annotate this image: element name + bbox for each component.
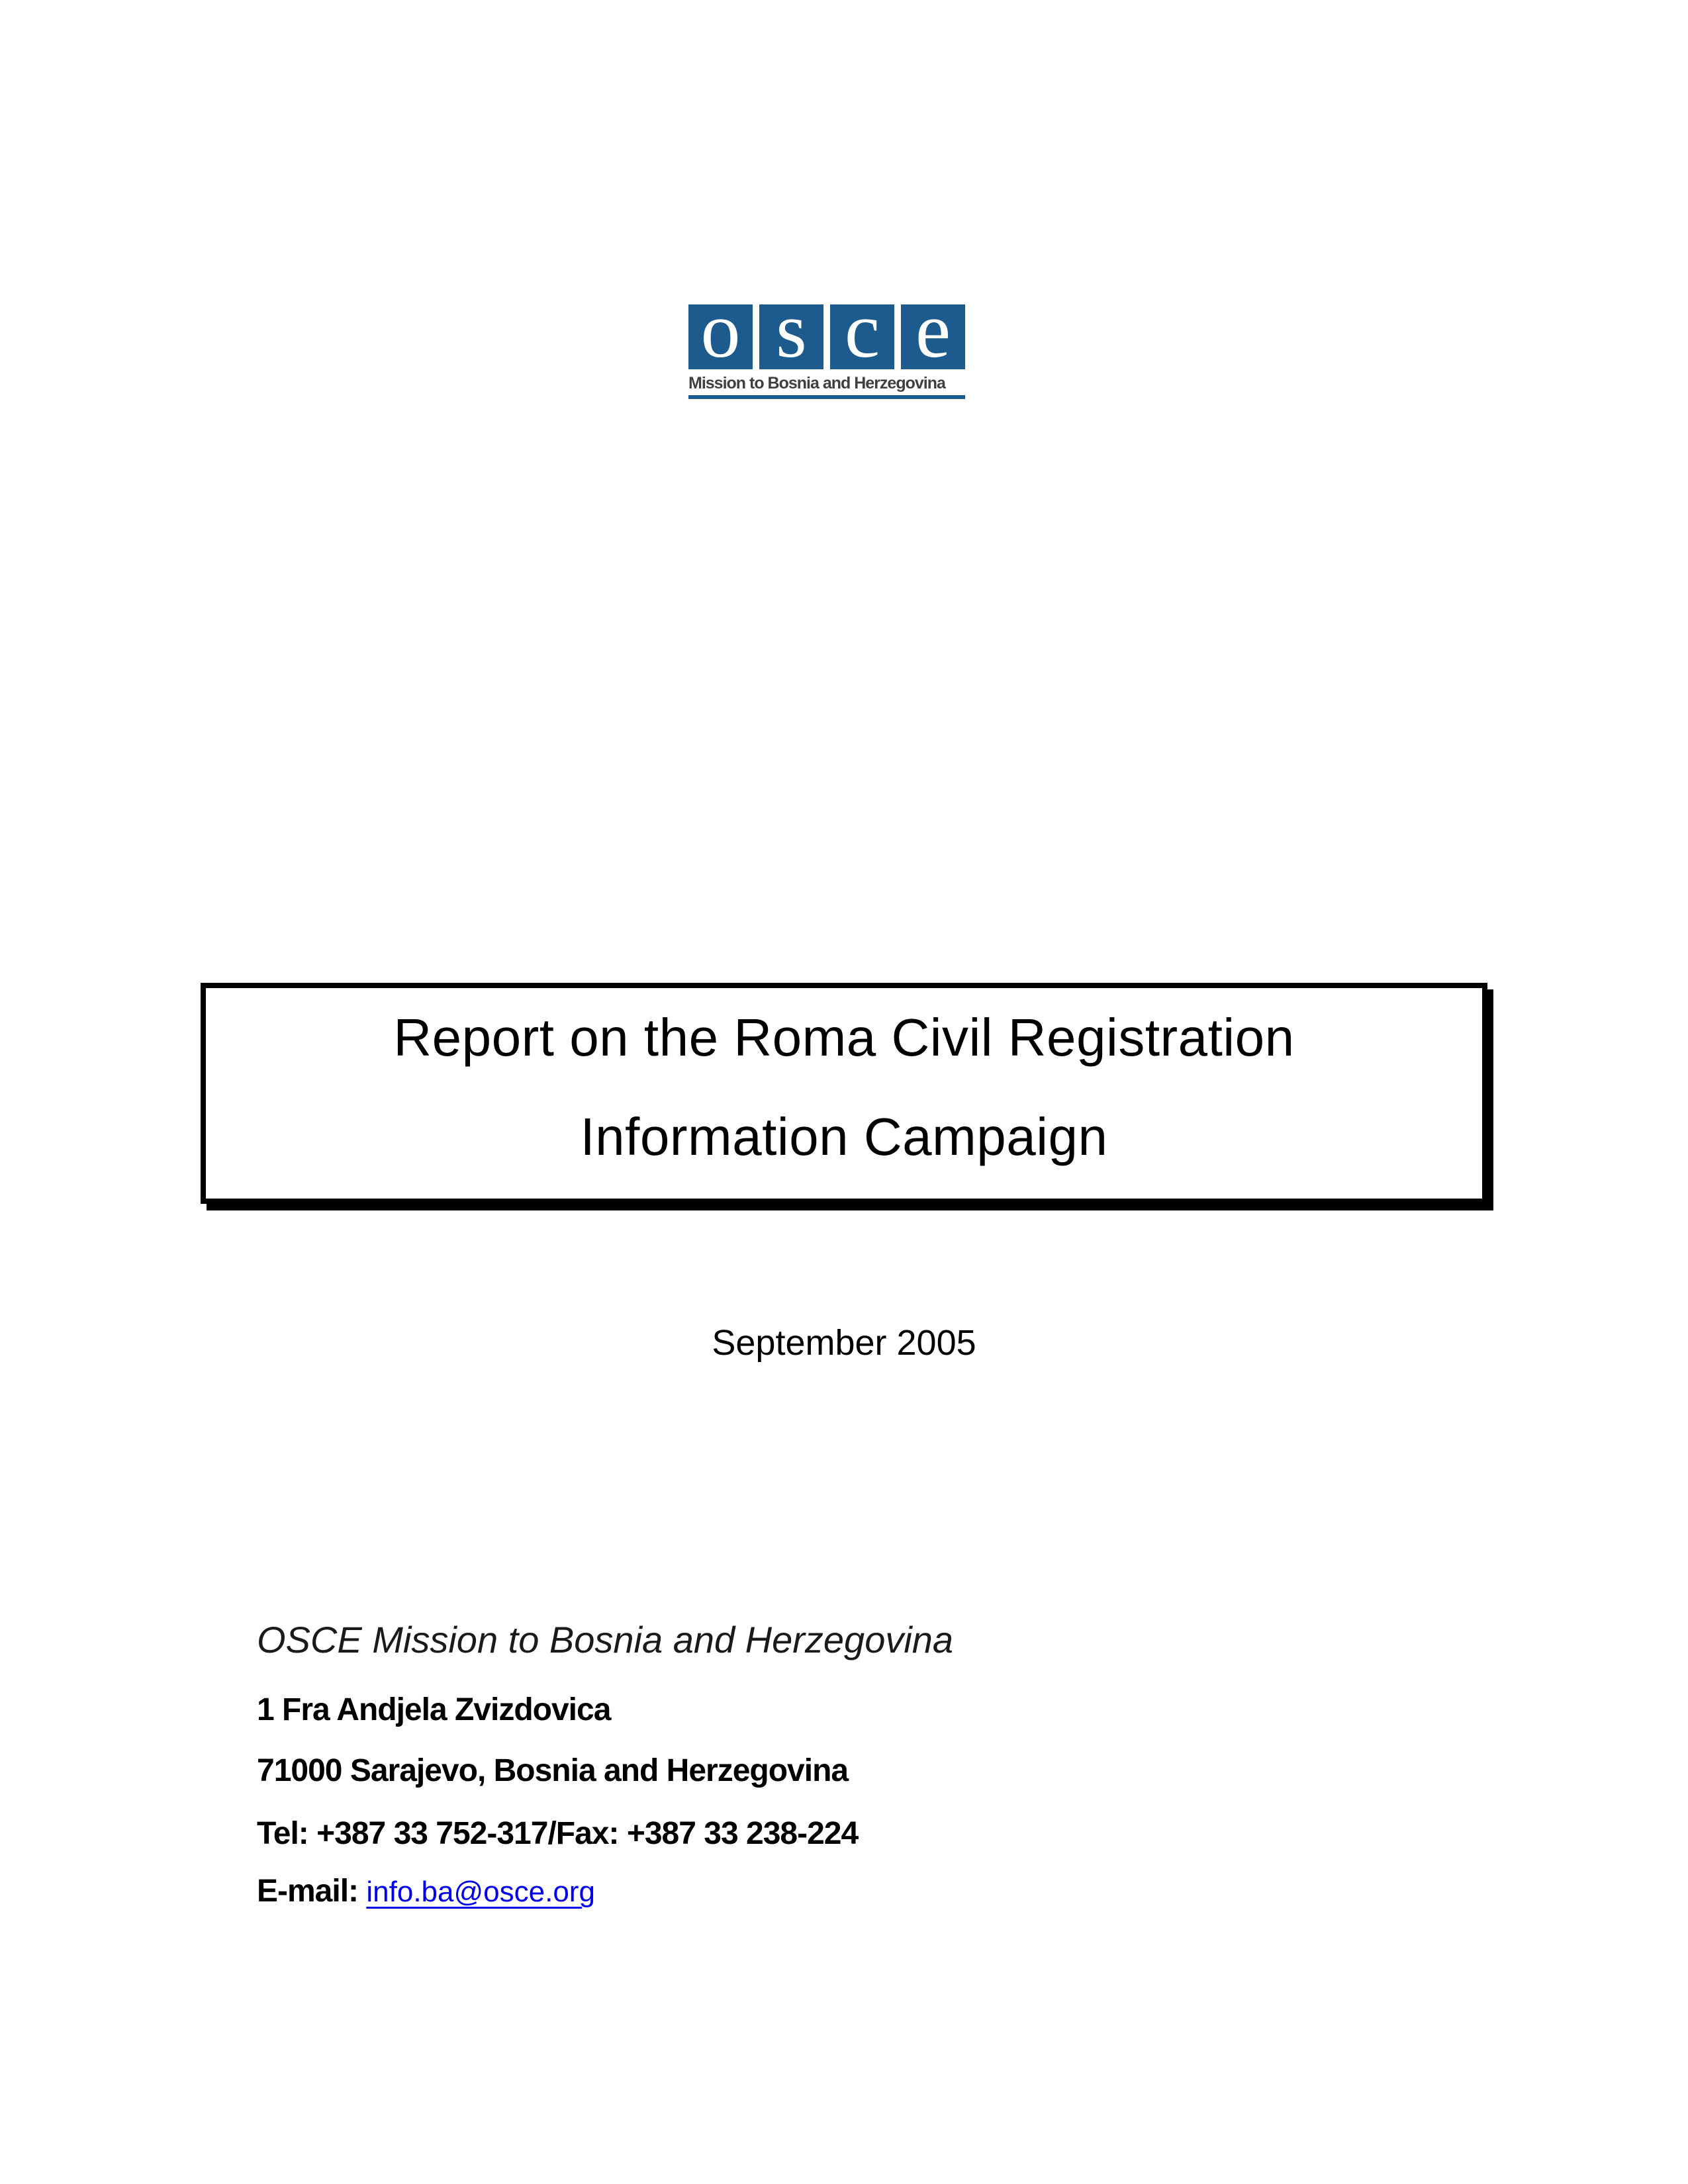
contact-street-address: 1 Fra Andjela Zvizdovica <box>257 1692 611 1727</box>
email-label: E-mail: <box>257 1874 359 1909</box>
report-title-line-1: Report on the Roma Civil Registration <box>393 1008 1295 1067</box>
osce-logo <box>688 304 965 399</box>
osce-logo-square-o <box>688 304 753 369</box>
report-title-box <box>201 983 1487 1204</box>
osce-logo-square-c <box>830 304 894 369</box>
osce-logo-squares <box>688 304 965 369</box>
osce-logo-subtitle: Mission to Bosnia and Herzegovina <box>688 374 945 392</box>
osce-logo-letter-c: c <box>844 304 880 369</box>
report-date: September 2005 <box>712 1323 976 1363</box>
osce-logo-square-s <box>759 304 823 369</box>
contact-email-line <box>257 1876 595 1907</box>
osce-logo-letter-s: s <box>776 304 807 369</box>
osce-logo-rule <box>688 395 965 399</box>
report-title-line-2: Information Campaign <box>580 1107 1108 1166</box>
contact-organization: OSCE Mission to Bosnia and Herzegovina <box>257 1619 954 1661</box>
contact-city-address: 71000 Sarajevo, Bosnia and Herzegovina <box>257 1753 849 1788</box>
contact-tel-fax: Tel: +387 33 752-317/Fax: +387 33 238-224 <box>257 1816 859 1851</box>
osce-logo-letter-e: e <box>915 304 951 369</box>
osce-logo-square-e <box>901 304 965 369</box>
osce-logo-letter-o: o <box>700 304 741 369</box>
email-link[interactable]: info.ba@osce.org <box>366 1876 595 1908</box>
